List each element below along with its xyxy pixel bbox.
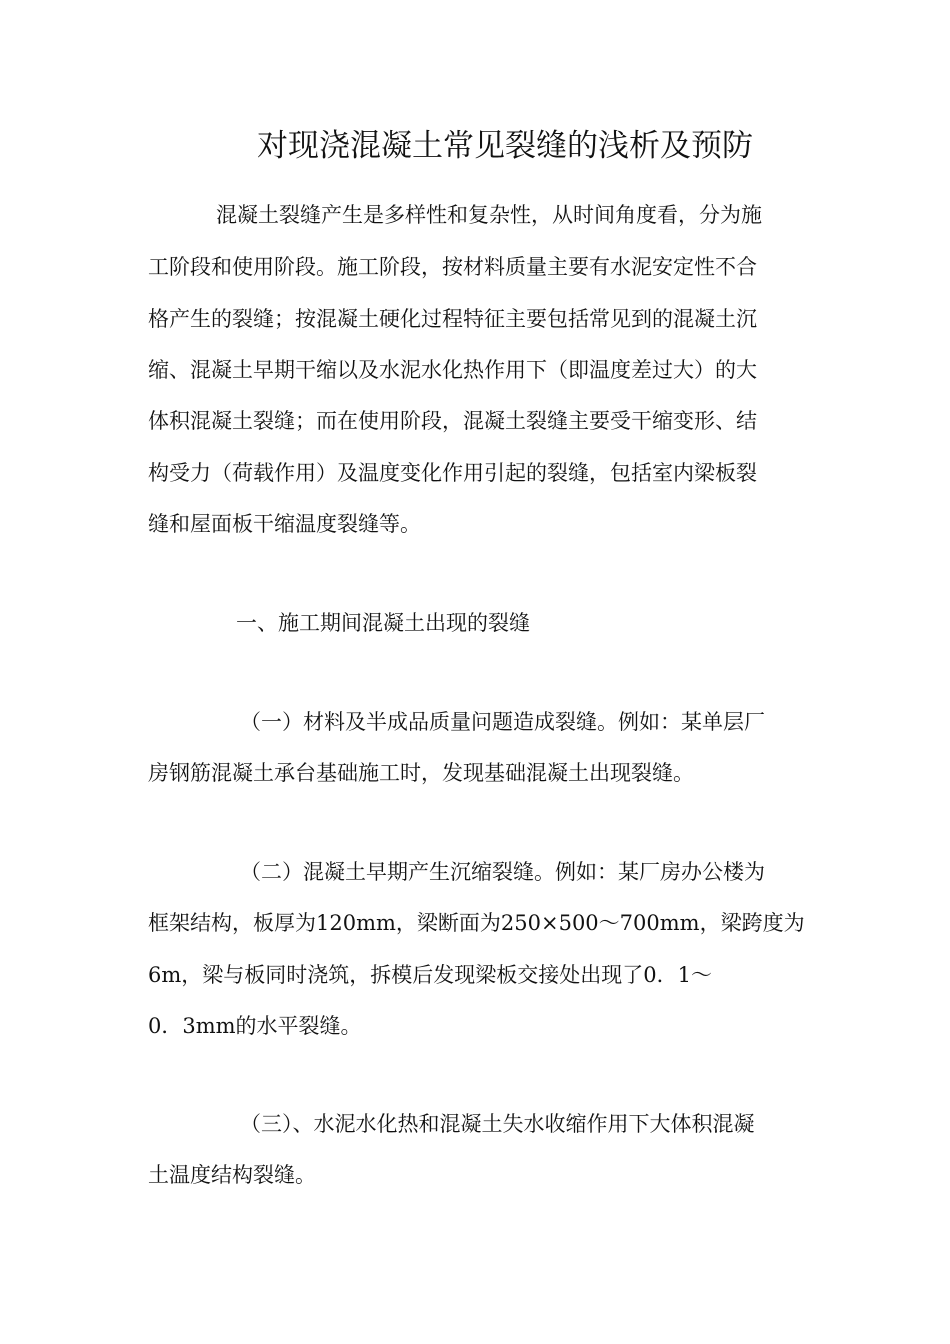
paragraph-line: 房钢筋混凝土承台基础施工时，发现基础混凝土出现裂缝。 (148, 761, 694, 785)
paragraph-line: 体积混凝土裂缝；而在使用阶段，混凝土裂缝主要受干缩变形、结 (148, 409, 757, 433)
paragraph-line: （三）、水泥水化热和混凝土失水收缩作用下大体积混凝 (240, 1112, 755, 1136)
paragraph-line: （二）混凝土早期产生沉缩裂缝。例如：某厂房办公楼为 (240, 860, 765, 884)
paragraph-line: 格产生的裂缝；按混凝土硬化过程特征主要包括常见到的混凝土沉 (148, 307, 757, 331)
paragraph-line: （一）材料及半成品质量问题造成裂缝。例如：某单层厂 (240, 710, 765, 734)
paragraph-line: 混凝土裂缝产生是多样性和复杂性，从时间角度看，分为施 (216, 203, 762, 227)
paragraph-line: 0．3mm的水平裂缝。 (148, 1014, 362, 1038)
paragraph-line: 工阶段和使用阶段。施工阶段，按材料质量主要有水泥安定性不合 (148, 255, 757, 279)
section-heading: 一、施工期间混凝土出现的裂缝 (236, 611, 530, 635)
paragraph-line: 缝和屋面板干缩温度裂缝等。 (148, 512, 421, 536)
paragraph-line: 土温度结构裂缝。 (148, 1163, 316, 1187)
paragraph-line: 构受力（荷载作用）及温度变化作用引起的裂缝，包括室内梁板裂 (148, 461, 757, 485)
paragraph-line: 缩、混凝土早期干缩以及水泥水化热作用下（即温度差过大）的大 (148, 358, 757, 382)
paragraph-line: 框架结构，板厚为120mm，梁断面为250×500～700mm，梁跨度为 (148, 911, 805, 935)
paragraph-line: 6m，梁与板同时浇筑，拆模后发现梁板交接处出现了0．1～ (148, 963, 712, 987)
document-title: 对现浇混凝土常见裂缝的浅析及预防 (257, 128, 753, 164)
